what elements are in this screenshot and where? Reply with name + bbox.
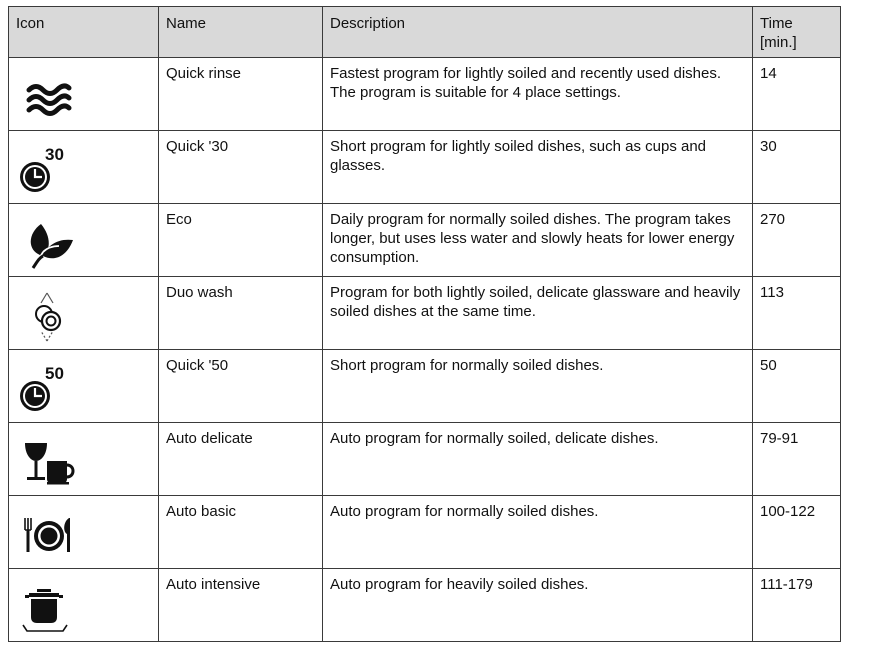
row-description: Auto program for heavily soiled dishes. — [323, 569, 753, 642]
row-name: Quick '50 — [159, 350, 323, 423]
row-time: 100-122 — [753, 496, 841, 569]
row-time: 111-179 — [753, 569, 841, 642]
row-time: 113 — [753, 277, 841, 350]
row-time: 79-91 — [753, 423, 841, 496]
header-name: Name — [159, 7, 323, 58]
row-time: 30 — [753, 131, 841, 204]
row-time: 50 — [753, 350, 841, 423]
row-name: Auto basic — [159, 496, 323, 569]
table-row — [9, 496, 841, 569]
table-row — [9, 277, 841, 350]
row-name: Quick rinse — [159, 58, 323, 131]
row-name: Quick '30 — [159, 131, 323, 204]
table-row — [9, 423, 841, 496]
row-name: Auto delicate — [159, 423, 323, 496]
row-description: Program for both lightly soiled, delicate glassware and heavily soiled dishes at the same time. — [323, 277, 753, 350]
clock-30-label: 30 — [45, 145, 64, 164]
table-row — [9, 569, 841, 642]
plate-cutlery-icon — [17, 508, 77, 564]
row-time: 270 — [753, 204, 841, 277]
row-description: Short program for normally soiled dishes. — [323, 350, 753, 423]
quick-rinse-icon — [17, 70, 77, 126]
header-row — [9, 7, 841, 58]
clock-30-icon — [17, 143, 77, 199]
table-row — [9, 204, 841, 277]
row-description: Short program for lightly soiled dishes, such as cups and glasses. — [323, 131, 753, 204]
duo-wash-icon — [17, 289, 77, 345]
row-description: Fastest program for lightly soiled and recently used dishes. The program is suitable for 4 place settings. — [323, 58, 753, 131]
clock-50-icon — [17, 362, 77, 418]
clock-50-label: 50 — [45, 364, 64, 383]
row-name: Eco — [159, 204, 323, 277]
header-time: Time [min.] — [753, 7, 841, 58]
table-row — [9, 350, 841, 423]
table-row — [9, 131, 841, 204]
row-description: Auto program for normally soiled dishes. — [323, 496, 753, 569]
row-description: Auto program for normally soiled, delicate dishes. — [323, 423, 753, 496]
row-name: Auto intensive — [159, 569, 323, 642]
header-icon: Icon — [9, 7, 159, 58]
programme-table — [8, 6, 841, 642]
row-name: Duo wash — [159, 277, 323, 350]
table-row — [9, 58, 841, 131]
header-description: Description — [323, 7, 753, 58]
glass-cup-icon — [17, 435, 77, 491]
pot-icon — [17, 581, 77, 637]
eco-leaves-icon — [17, 216, 77, 272]
row-time: 14 — [753, 58, 841, 131]
row-description: Daily program for normally soiled dishes. The program takes longer, but uses less water and slowly heats for lower energy consumption. — [323, 204, 753, 277]
